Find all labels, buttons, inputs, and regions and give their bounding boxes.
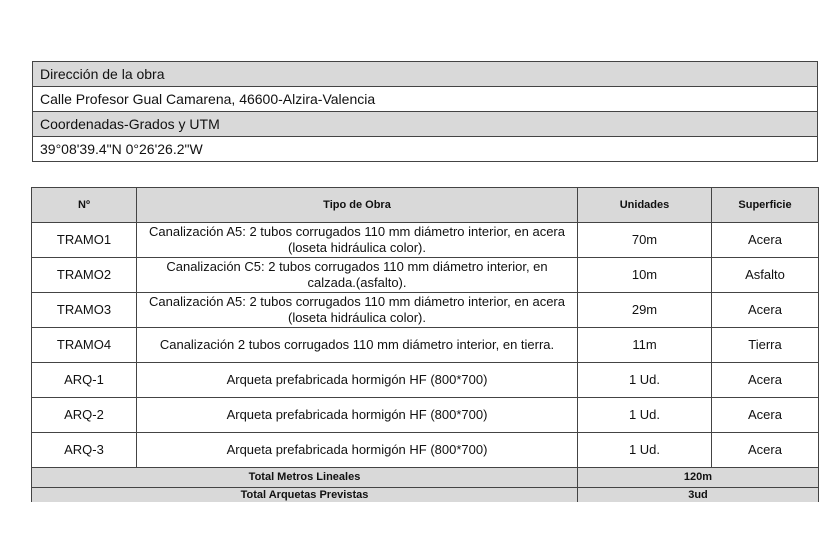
row-unidades: 10m (578, 258, 712, 293)
row-unidades: 1 Ud. (578, 363, 712, 398)
row-tipo: Canalización 2 tubos corrugados 110 mm diámetro interior, en tierra. (137, 328, 578, 363)
row-superficie: Acera (712, 398, 819, 433)
info-row-coordenadas-label (33, 112, 818, 137)
info-row-coordenadas-value (33, 137, 818, 162)
header-tipo-obra: Tipo de Obra (137, 188, 578, 223)
works-table (31, 187, 819, 502)
page-crop-edge (0, 505, 840, 560)
total-metros-label: Total Metros Lineales (32, 468, 578, 488)
table-row (32, 258, 819, 293)
row-id: ARQ-1 (32, 363, 137, 398)
total-arquetas-value: 3ud (578, 488, 819, 503)
site-info-table (32, 61, 818, 162)
row-tipo: Canalización A5: 2 tubos corrugados 110 mm diámetro interior, en acera (loseta hidráulica color). (137, 293, 578, 328)
row-superficie: Acera (712, 223, 819, 258)
total-arquetas-row (32, 488, 819, 503)
row-tipo: Arqueta prefabricada hormigón HF (800*700) (137, 398, 578, 433)
row-tipo: Arqueta prefabricada hormigón HF (800*700) (137, 433, 578, 468)
coordenadas-value: 39°08'39.4"N 0°26'26.2"W (33, 137, 818, 162)
info-row-direccion-value (33, 87, 818, 112)
row-id: ARQ-2 (32, 398, 137, 433)
direccion-label: Dirección de la obra (33, 62, 818, 87)
info-row-direccion-label (33, 62, 818, 87)
row-tipo: Canalización A5: 2 tubos corrugados 110 mm diámetro interior, en acera (loseta hidráulica color). (137, 223, 578, 258)
total-arquetas-label: Total Arquetas Previstas (32, 488, 578, 503)
row-unidades: 11m (578, 328, 712, 363)
table-row (32, 398, 819, 433)
table-row (32, 328, 819, 363)
row-superficie: Acera (712, 433, 819, 468)
row-id: TRAMO4 (32, 328, 137, 363)
row-superficie: Tierra (712, 328, 819, 363)
row-id: ARQ-3 (32, 433, 137, 468)
row-superficie: Acera (712, 363, 819, 398)
row-tipo: Arqueta prefabricada hormigón HF (800*700) (137, 363, 578, 398)
total-metros-row (32, 468, 819, 488)
table-row (32, 433, 819, 468)
row-unidades: 1 Ud. (578, 433, 712, 468)
total-metros-value: 120m (578, 468, 819, 488)
row-tipo: Canalización C5: 2 tubos corrugados 110 mm diámetro interior, en calzada.(asfalto). (137, 258, 578, 293)
row-unidades: 70m (578, 223, 712, 258)
table-row (32, 293, 819, 328)
row-superficie: Asfalto (712, 258, 819, 293)
header-superficie: Superficie (712, 188, 819, 223)
table-row (32, 223, 819, 258)
works-header-row (32, 188, 819, 223)
row-id: TRAMO3 (32, 293, 137, 328)
header-numero: Nº (32, 188, 137, 223)
row-id: TRAMO1 (32, 223, 137, 258)
row-unidades: 29m (578, 293, 712, 328)
row-superficie: Acera (712, 293, 819, 328)
table-row (32, 363, 819, 398)
direccion-value: Calle Profesor Gual Camarena, 46600-Alzira-Valencia (33, 87, 818, 112)
row-unidades: 1 Ud. (578, 398, 712, 433)
row-id: TRAMO2 (32, 258, 137, 293)
coordenadas-label: Coordenadas-Grados y UTM (33, 112, 818, 137)
header-unidades: Unidades (578, 188, 712, 223)
